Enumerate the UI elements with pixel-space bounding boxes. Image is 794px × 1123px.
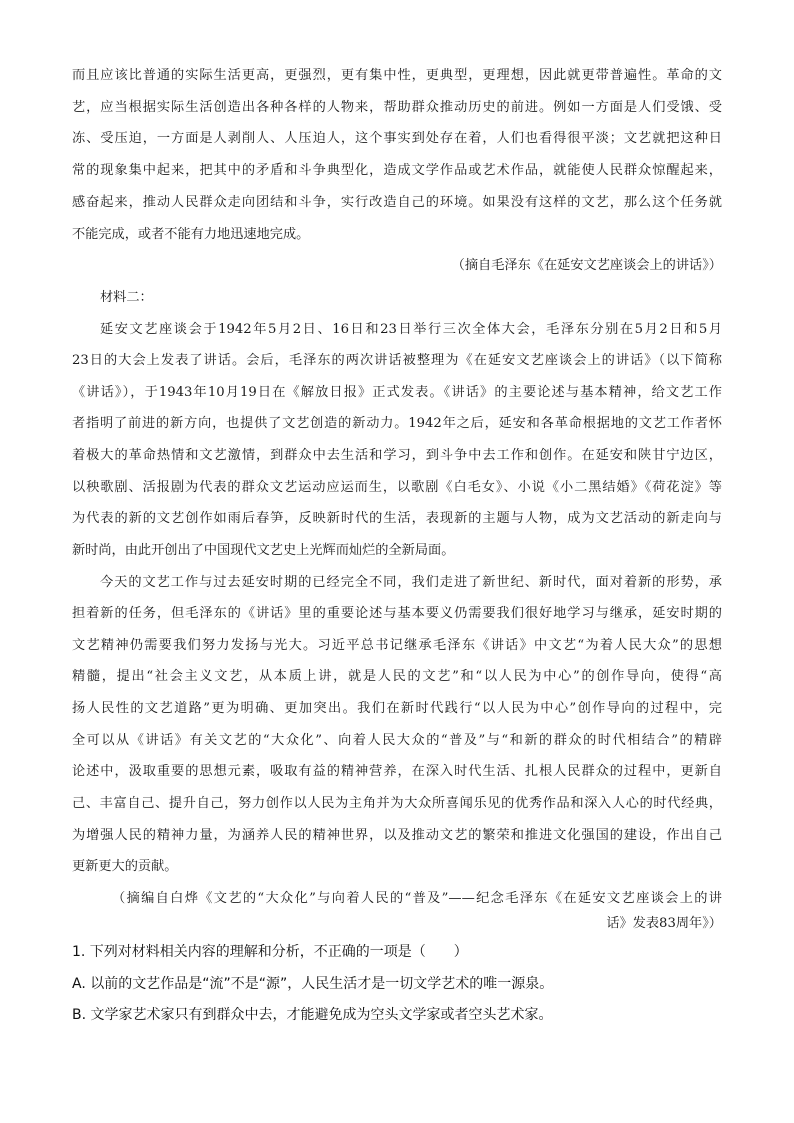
question-stem: 1. 下列对材料相关内容的理解和分析，不正确的一项是（ ） [72,944,468,960]
option-b: B. 文学家艺术家只有到群众中去，才能避免成为空头文学家或者空头艺术家。 [72,1007,553,1023]
option-a: A. 以前的文艺作品是“流”不是“源”，人民生活才是一切文学艺术的唯一源泉。 [72,976,554,992]
material2-para2-line: 扬人民性的文艺道路”更为明确、更加突出。我们在新时代践行“以人民为中心”创作导向的过程中，完 [72,701,722,716]
material2-para2-line: 今天的文艺工作与过去延安时期的已经完全不同，我们走进了新世纪、新时代，面对着新的形势，承 [100,575,722,590]
material2-source: 话》发表83周年》） [606,916,722,931]
material2-para2-line: 己、丰富自己、提升自己，努力创作以人民为主角并为大众所喜闻乐见的优秀作品和深入人心的时代经典， [72,796,722,811]
material1-line: 感奋起来，推动人民群众走向团结和斗争，实行改造自己的环境。如果没有这样的文艺，那么这个任务就 [72,195,722,210]
material1-line: 不能完成，或者不能有力地迅速地完成。 [72,227,310,242]
material2-para1-line: 23日的大会上发表了讲话。会后，毛泽东的两次讲话被整理为《在延安文艺座谈会上的讲话》（以下简称 [72,353,722,368]
material2-para1-line: 以秧歌剧、活报剧为代表的群众文艺运动应运而生，以歌剧《白毛女》、小说《小二黑结婚》《荷花淀》等 [72,480,722,495]
material2-para2-line: 为增强人民的精神力量，为涵养人民的精神世界，以及推动文艺的繁荣和推进文化强国的建设，作出自己 [72,828,722,843]
material2-para1-line: 新时尚，由此开创出了中国现代文艺史上光辉而灿烂的全新局面。 [72,543,455,558]
material2-source: （摘编自白烨《文艺的“大众化”与向着人民的“普及”——纪念毛泽东《在延安文艺座谈会上的讲 [112,891,722,906]
material1-line: 艺，应当根据实际生活创造出各种各样的人物来，帮助群众推动历史的前进。例如一方面是人们受饿、受 [72,100,722,115]
material2-para2-line: 文艺精神仍需要我们努力发扬与光大。习近平总书记继承毛泽东《讲话》中文艺“为着人民大众”的思想 [72,638,722,653]
material2-para2-line: 论述中，汲取重要的思想元素，吸取有益的精神营养，在深入时代生活、扎根人民群众的过程中，更新自 [72,764,722,779]
material2-para1-line: 延安文艺座谈会于1942年5月2日、16日和23日举行三次全体大会，毛泽东分别在5月2日和5月 [100,322,722,337]
material2-para2-line: 精髓，提出“社会主义文艺，从本质上讲，就是人民的文艺”和“以人民为中心”的创作导向，使得“高 [72,669,722,684]
material1-line: 常的现象集中起来，把其中的矛盾和斗争典型化，造成文学作品或艺术作品，就能使人民群众惊醒起来， [72,163,722,178]
material1-line: 冻、受压迫，一方面是人剥削人、人压迫人，这个事实到处存在着，人们也看得很平淡；文艺就把这种日 [72,131,722,146]
material2-heading: 材料二： [100,290,153,305]
material2-para2-line: 全可以从《讲话》有关文艺的“大众化”、向着人民大众的“普及”与“和新的群众的时代相结合”的精辟 [72,733,722,748]
material1-source: （摘自毛泽东《在延安文艺座谈会上的讲话》） [451,258,722,273]
material2-para1-line: 为代表的新的文艺创作如雨后春笋，反映新时代的生活，表现新的主题与人物，成为文艺活动的新走向与 [72,511,722,526]
material2-para2-line: 担着新的任务，但毛泽东的《讲话》里的重要论述与基本要义仍需要我们很好地学习与继承，延安时期的 [72,606,722,621]
material2-para1-line: 着极大的革命热情和文艺激情，到群众中去生活和学习，到斗争中去工作和创作。在延安和陕甘宁边区， [72,448,722,463]
material2-para1-line: 者指明了前进的新方向，也提供了文艺创造的新动力。1942年之后，延安和各革命根据地的文艺工作者怀 [72,416,722,431]
material2-para2-line: 更新更大的贡献。 [72,859,178,874]
material2-para1-line: 《讲话》），于1943年10月19日在《解放日报》正式发表。《讲话》的主要论述与基本精神，给文艺工作 [72,385,722,400]
material1-line: 而且应该比普通的实际生活更高，更强烈，更有集中性，更典型，更理想，因此就更带普遍性。革命的文 [72,68,722,83]
